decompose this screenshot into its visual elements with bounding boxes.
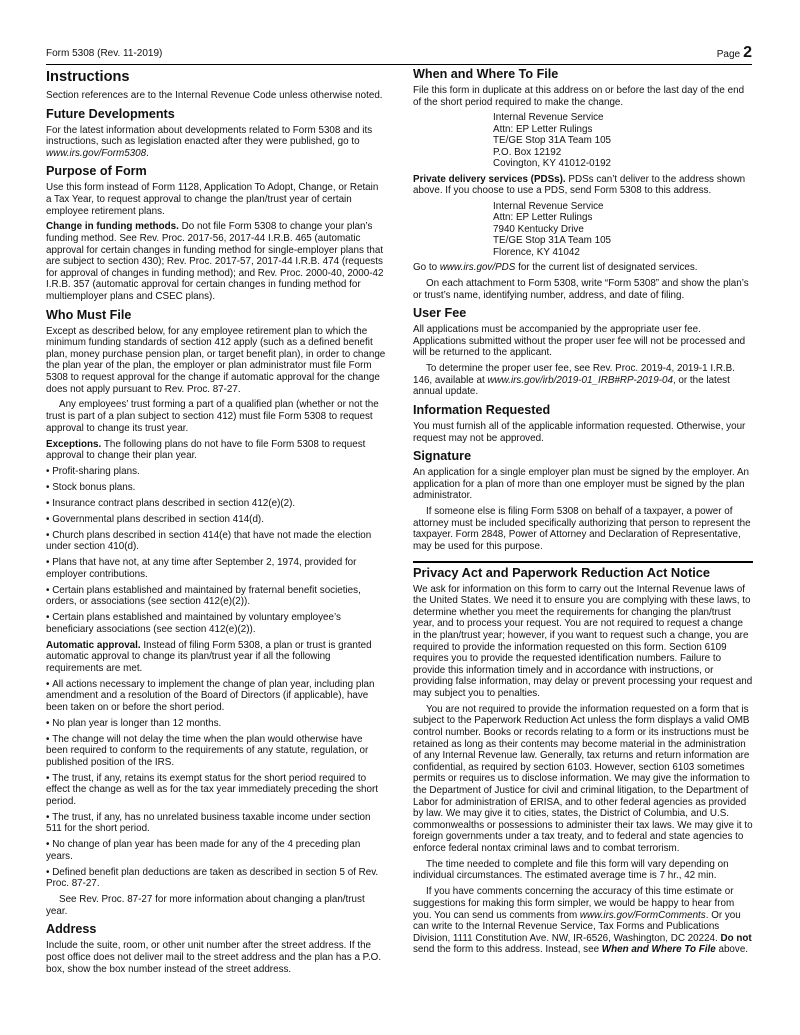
- left-column: [46, 67, 386, 979]
- page-indicator: Page 2: [716, 44, 752, 61]
- signature-p1: An application for a single employer plan must be signed by the employer. An application for a plan of more than one employer must be signed by the plan administrator.: [413, 467, 749, 502]
- privacy-p2: You are not required to provide the information requested on a form that is subject to the Paperwork Reduction Act unless the form displays a valid OMB control number. Books or records relating to a form or its instructions must be retained as long as their contents may become material in the administration of any Internal Revenue law. Generally, tax returns and return information are confidential, as required by section 6103. However, section 6103 sometimes permits or requires us to disclose information. We may give the information to the Department of Justice for civil and criminal litigation, to the Department of Labor for administration of ERISA, and to other federal agencies as provided by law. We may give it to cities, states, the District of Columbia, and U.S. commonwealths or possessions to administer their tax laws. We may give it to foreign governments under a tax treaty, and to federal and state agencies to enforce federal nontax criminal laws and to combat terrorism.: [413, 703, 753, 854]
- who-must-file-p1: Except as described below, for any employee retirement plan to which the minimum funding standards of section 412 apply (such as a defined benefit plan, money purchase pension plan, or target benefit plan), in order to change the plan year of the plan, the employer or plan administrator must file Form 5308 to request approval for the change if automatic approval for the change does not apply pursuant to Rev. Proc. 87-27.: [46, 325, 386, 395]
- privacy-p3: The time needed to complete and file this form will vary depending on individual circumstances. The estimated average time is 7 hr., 42 min.: [413, 858, 729, 882]
- automatic-approval-text: Automatic approval. Instead of filing Form 5308, a plan or trust is granted automatic approval to change its plan/trust year if all the following requirements are met.: [46, 639, 372, 674]
- list-item: • Governmental plans described in section 414(d).: [46, 514, 386, 526]
- address-title: Address: [46, 922, 97, 937]
- future-developments-text: For the latest information about developments related to Form 5308 and its instructions, such as legislation enacted after they were published, go to www.irs.gov/Form5308.: [46, 124, 373, 159]
- who-must-file-title: Who Must File: [46, 307, 132, 322]
- list-item: • No plan year is longer than 12 months.: [46, 718, 386, 730]
- list-item: • Certain plans established and maintained by fraternal benefit societies, orders, or associations (see section 412(e)(2)).: [46, 585, 386, 608]
- signature-title: Signature: [413, 449, 472, 464]
- mailing-address: Internal Revenue Service Attn: EP Letter Rulings TE/GE Stop 31A Team 105 P.O. Box 12192 Covington, KY 41012-0192: [493, 112, 612, 170]
- future-developments-title: Future Developments: [46, 106, 175, 121]
- address-text: Include the suite, room, or other unit number after the street address. If the post office does not deliver mail to the street address and the plan has a P.O. box, show the box number instead of the street address.: [46, 940, 382, 975]
- list-item: • Defined benefit plan deductions are taken as described in section 5 of Rev. Proc. 87-27.: [46, 867, 386, 890]
- list-item: • Insurance contract plans described in section 412(e)(2).: [46, 498, 386, 510]
- page-number: 2: [743, 44, 752, 61]
- privacy-p1: We ask for information on this form to carry out the Internal Revenue laws of the United States. We need it to ensure you are complying with these laws, to determine whether you meet the requirements for changing the plan/trust year, and to process your request. You are not required to request a change in the plan/trust year; however, if you want to request such a change, you are required to provide the information requested on this form. Section 6109 requires you to provide the requested identification numbers. Failure to provide this information timely and in accordance with instructions, or providing false information, may delay or prevent processing your request and may subject you to penalties.: [413, 583, 753, 699]
- purpose-title: Purpose of Form: [46, 164, 147, 179]
- list-item: • The trust, if any, has no unrelated business taxable income under section 511 for the short period.: [46, 812, 386, 835]
- form-id: Form 5308 (Rev. 11-2019): [46, 48, 163, 59]
- instructions-title: Instructions: [46, 69, 130, 85]
- purpose-text: Use this form instead of Form 1128, Application To Adopt, Change, or Retain a Tax Year, to request approval to change the plan/trust year of certain employee retirement plans.: [46, 182, 379, 217]
- attachment-text: On each attachment to Form 5308, write “Form 5308” and show the plan’s or trust’s name, identifying number, address, and date of filing.: [413, 277, 749, 301]
- user-fee-p2: To determine the proper user fee, see Rev. Proc. 2019-4, 2019-1 I.R.B. 146, available at www.irs.gov/irb/2019-01_IRB#RP-2019-04, or the latest annual update.: [413, 363, 735, 398]
- form-comments-link[interactable]: www.irs.gov/FormComments: [579, 909, 706, 921]
- when-where-text: File this form in duplicate at this address on or before the last day of the end of the short period required to make the change.: [413, 85, 745, 108]
- user-fee-p1: All applications must be accompanied by the appropriate user fee. Applications submitted without the proper user fee will not be processed and will be returned to the applicant.: [413, 324, 746, 359]
- form5308-link[interactable]: www.irs.gov/Form5308: [46, 147, 147, 159]
- list-item: • The trust, if any, retains its exempt status for the short period required to effect the change as well as for the tax year immediately preceding the short period.: [46, 773, 386, 808]
- instructions-intro: Section references are to the Internal Revenue Code unless otherwise noted.: [46, 90, 383, 101]
- info-requested-text: You must furnish all of the applicable information requested. Otherwise, your request may not be approved.: [413, 420, 746, 444]
- see-also-text: See Rev. Proc. 87-27 for more information about changing a plan/trust year.: [46, 894, 365, 917]
- signature-p2: If someone else is filing Form 5308 on behalf of a taxpayer, a power of attorney must be included specifically authorizing that person to represent the taxpayer. Form 2848, Power of Attorney and Declaration of Representative, may be used for this purpose.: [413, 506, 751, 553]
- pds-list-text: Go to www.irs.gov/PDS for the current list of designated services.: [413, 262, 698, 274]
- pds-link[interactable]: www.irs.gov/PDS: [439, 262, 516, 274]
- privacy-title: Privacy Act and Paperwork Reduction Act Notice: [413, 561, 753, 580]
- pds-text: Private delivery services (PDSs). PDSs can’t deliver to the address shown above. If you choose to use a PDS, send Form 5308 to this address.: [413, 173, 746, 197]
- user-fee-title: User Fee: [413, 306, 467, 321]
- list-item: • Church plans described in section 414(e) that have not made the election under section 410(d).: [46, 530, 386, 553]
- pds-address: Internal Revenue Service Attn: EP Letter Rulings 7940 Kentucky Drive TE/GE Stop 31A Team 105 Florence, KY 41042: [493, 201, 612, 258]
- list-item: • Plans that have not, at any time after September 2, 1974, provided for employer contributions.: [46, 557, 386, 580]
- exceptions-text: Exceptions. The following plans do not have to file Form 5308 to request approval to change their plan year.: [46, 438, 366, 462]
- info-requested-title: Information Requested: [413, 402, 551, 417]
- privacy-p4: If you have comments concerning the accuracy of this time estimate or suggestions for making this form simpler, we would be happy to hear from you. You can send us comments from www.irs.gov/FormComments. Or you can write to the Internal Revenue Service, Tax Forms and Publications Division, 1111 Constitution Ave. NW, IR-6526, Washington, DC 20224. Do not send the form to this address. Instead, see When and Where To File above.: [413, 886, 752, 956]
- irb-link[interactable]: www.irs.gov/irb/2019-01_IRB#RP-2019-04: [487, 374, 673, 386]
- page-header: [46, 43, 752, 63]
- who-must-file-p2: Any employees’ trust forming a part of a qualified plan (whether or not the trust is part of a plan subject to section 412) must file Form 5308 to request approval to change its trust year.: [46, 399, 379, 434]
- funding-methods-text: Change in funding methods. Do not file Form 5308 to change your plan’s funding method. See Rev. Proc. 2017-56, 2017-44 I.R.B. 465 (automatic approval for certain changes in funding method for single-employer plans that are subject to section 430); Rev. Proc. 2017-57, 2017-44 I.R.B. 474 (requests for approval of changes in funding method); and Rev. Proc. 2000-40, 2000-42 I.R.B. 357 (automatic approval for certain changes in funding method for multiemployer plans and CSEC plans).: [46, 221, 384, 303]
- right-column: [413, 67, 753, 960]
- header-rule: [46, 64, 752, 65]
- list-item: • Certain plans established and maintained by voluntary employee’s beneficiary associations (see section 412(e)(2)).: [46, 612, 386, 635]
- when-where-title: When and Where To File: [413, 67, 559, 81]
- list-item: • All actions necessary to implement the change of plan year, including plan amendment and a resolution of the Board of Directors (if applicable), have been taken on or before the short period.: [46, 679, 386, 714]
- list-item: • No change of plan year has been made for any of the 4 preceding plan years.: [46, 839, 386, 862]
- list-item: • Profit-sharing plans.: [46, 466, 386, 478]
- list-item: • The change will not delay the time when the plan would otherwise have been required to conform to the requirements of any statute, regulation, or published position of the IRS.: [46, 734, 386, 769]
- list-item: • Stock bonus plans.: [46, 482, 386, 494]
